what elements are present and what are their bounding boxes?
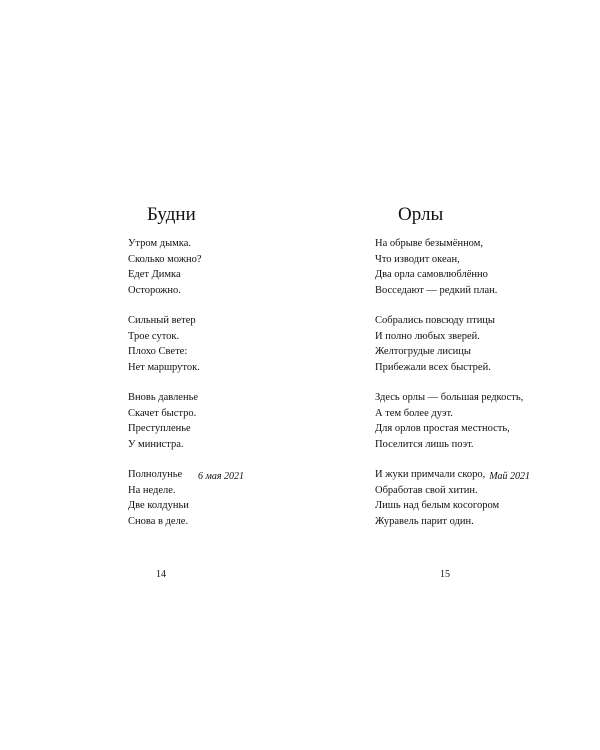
poem-body [375,236,523,529]
poem-line: Вновь давленье [128,392,199,403]
poem-date: Май 2021 [489,471,530,482]
stanza [375,390,523,452]
stanza [128,467,202,529]
stanza [128,236,202,298]
stanza [128,390,202,452]
poem-line: И жуки примчали скоро, [375,469,486,480]
poem-line: Трое суток. [128,330,180,342]
poem-line: Едет Димка [128,269,181,280]
poem-line: Журавель парит один. [375,515,474,527]
poem-line: Нет маршруток. [128,361,200,373]
poem-line: Поселится лишь поэт. [375,438,474,450]
poem-line: Сколько можно? [128,253,202,265]
poem-line: Здесь орлы — большая редкость, [375,392,524,403]
stanza [128,313,202,375]
poem-title: Будни [147,204,196,225]
stanza [375,236,523,298]
poem-line: У министра. [128,438,184,450]
poem-line: Осторожно. [128,284,181,296]
poem-line: Для орлов простая местность, [375,423,510,434]
poem-line: Лишь над белым косогором [375,500,500,511]
poem-date: 6 мая 2021 [197,471,244,482]
poem-line: На неделе. [128,484,176,496]
poem-line: Обработав свой хитин. [375,484,478,496]
poem-line: И полно любых зверей. [375,330,480,342]
poem-line: Что изводит океан, [375,253,460,265]
poem-title: Орлы [398,204,444,225]
poem-line: Восседают — редкий план. [375,284,498,296]
poem-line: Снова в деле. [128,515,189,527]
poem-line: На обрыве безымённом, [375,238,484,249]
poem-line: Два орла самовлюблённо [375,269,488,280]
stanza [375,313,523,375]
poem-line: Утром дымка. [128,238,191,249]
poem-line: Плохо Свете: [128,346,188,357]
poem-body [128,236,202,529]
poem-line: Сильный ветер [128,315,196,326]
poem-line: Собрались повсюду птицы [375,315,495,326]
page-number: 14 [156,569,166,580]
poem-line: Преступленье [128,423,191,434]
poem-line: Желтогрудые лисицы [375,346,471,357]
right-page [300,0,600,750]
poem-line: Две колдуньи [128,500,189,511]
page-number: 15 [440,569,450,580]
poem-line: Прибежали всех быстрей. [375,361,491,373]
poem-line: Скачет быстро. [128,407,197,419]
poem-line: А тем более дуэт. [375,407,453,419]
poem-line: Полнолунье [128,469,183,480]
